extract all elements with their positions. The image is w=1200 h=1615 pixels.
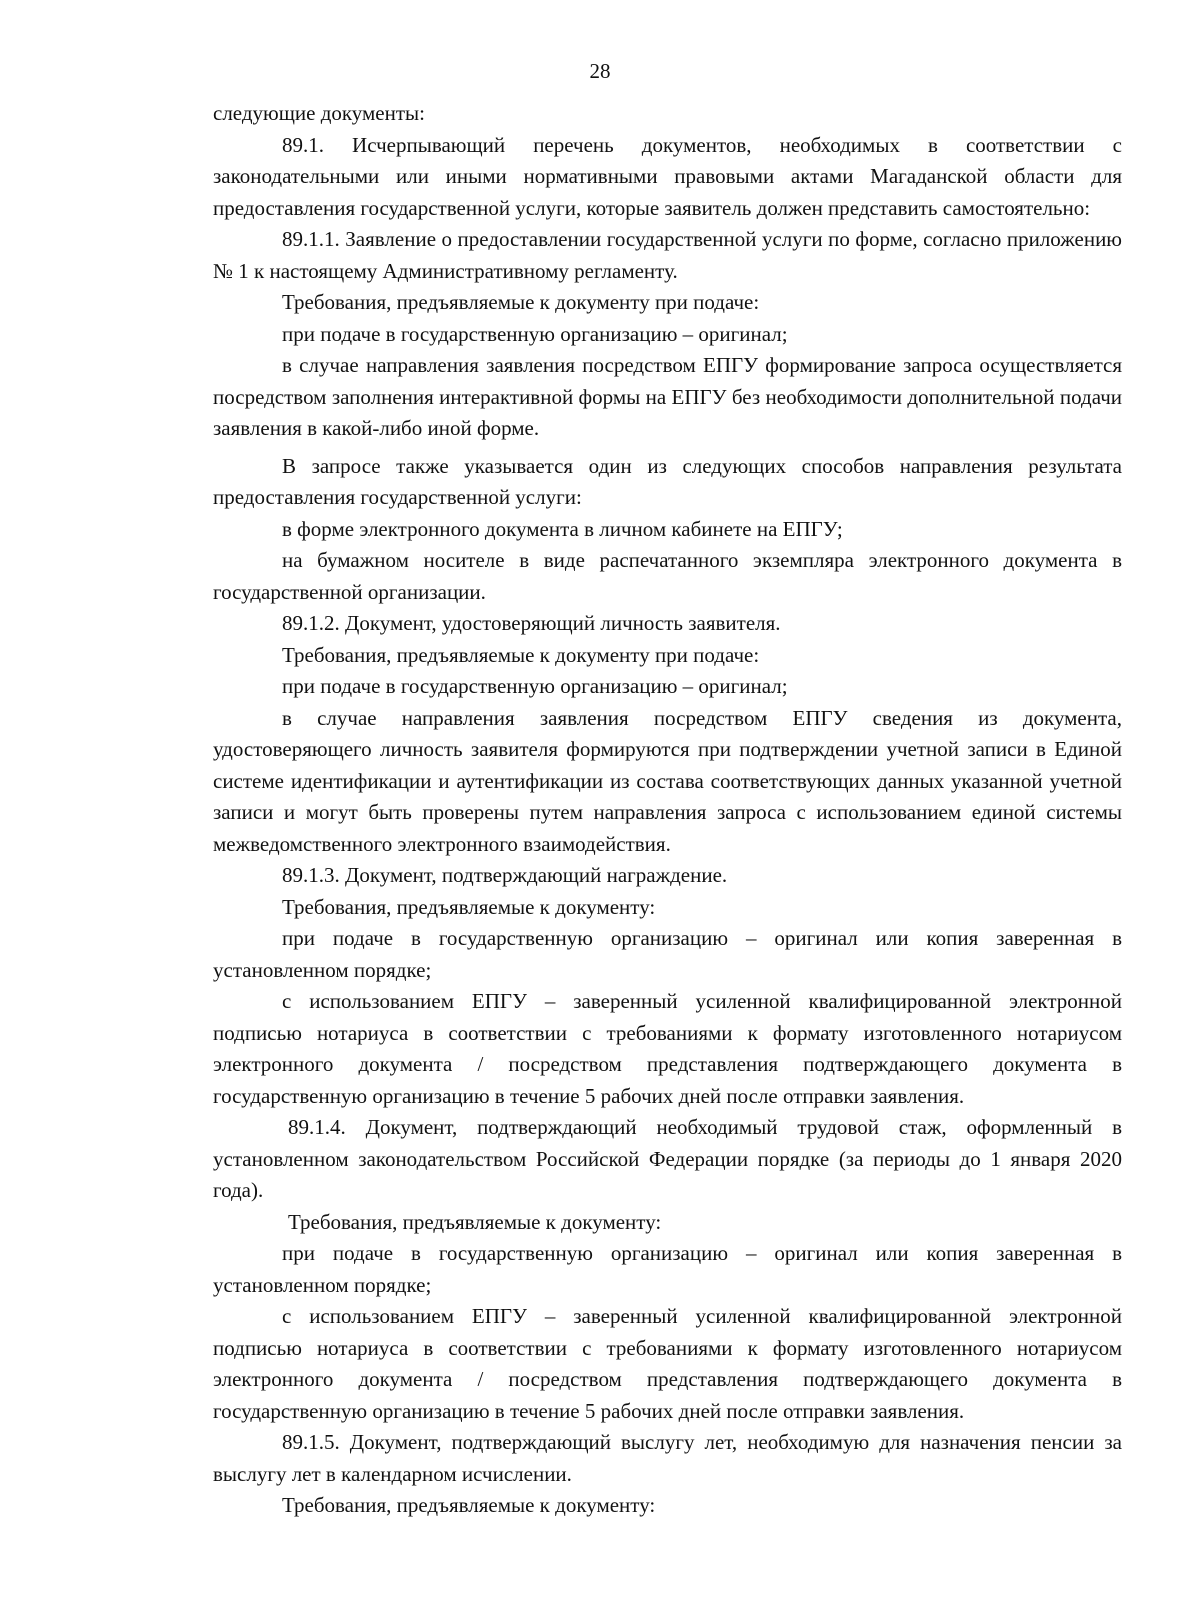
paragraph-89-1-4: 89.1.4. Документ, подтверждающий необходимый трудовой стаж, оформленный в установленном законодательством Российской Федерации порядке (за периоды до 1 января 2020 года).: [213, 1115, 1122, 1202]
paragraph: при подаче в государственную организацию – оригинал или копия заверенная в установленном порядке;: [213, 1241, 1122, 1297]
paragraph: в форме электронного документа в личном кабинете на ЕПГУ;: [282, 516, 843, 541]
paragraph-89-1-3: 89.1.3. Документ, подтверждающий награждение.: [282, 863, 728, 887]
paragraph-89-1: 89.1. Исчерпывающий перечень документов, необходимых в соответствии с законодательными или иными нормативными правовыми актами Магаданской области для предоставления государственной услуги, которые заявитель должен представить самостоятельно:: [213, 132, 1122, 220]
paragraph-89-1-1: 89.1.1. Заявление о предоставлении государственной услуги по форме, согласно приложению № 1 к настоящему Административному регламенту.: [213, 227, 1122, 283]
paragraph: при подаче в государственную организацию – оригинал;: [282, 674, 788, 698]
paragraph: в случае направления заявления посредством ЕПГУ формирование запроса осуществляется посредством заполнения интерактивной формы на ЕПГУ без необходимости дополнительной подачи заявления в какой-либо иной форме.: [213, 353, 1122, 440]
paragraph: Требования, предъявляемые к документу:: [282, 1493, 656, 1517]
paragraph: Требования, предъявляемые к документу:: [282, 894, 656, 919]
paragraph: в случае направления заявления посредством ЕПГУ сведения из документа, удостоверяющего личность заявителя формируются при подтверждении учетной записи в Единой системе идентификации и аутентификации из состава соответствующих данных указанной учетной записи и могут быть проверены путем направления запроса с использованием единой системы межведомственного электронного взаимодействия.: [213, 705, 1122, 856]
paragraph-89-1-5: 89.1.5. Документ, подтверждающий выслугу лет, необходимую для назначения пенсии за выслугу лет в календарном исчислении.: [213, 1430, 1122, 1486]
paragraph: В запросе также указывается один из следующих способов направления результата предоставления государственной услуги:: [213, 453, 1122, 509]
paragraph: с использованием ЕПГУ – заверенный усиленной квалифицированной электронной подписью нотариуса в соответствии с требованиями к формату изготовленного нотариусом электронного документа / посредством представления подтверждающего документа в государственную организацию в течение 5 рабочих дней после отправки заявления.: [213, 1304, 1122, 1423]
paragraph: Требования, предъявляемые к документу при подаче:: [282, 642, 760, 667]
paragraph: с использованием ЕПГУ – заверенный усиленной квалифицированной электронной подписью нотариуса в соответствии с требованиями к формату изготовленного нотариусом электронного документа / посредством представления подтверждающего документа в государственную организацию в течение 5 рабочих дней после отправки заявления.: [213, 989, 1122, 1108]
paragraph: при подаче в государственную организацию – оригинал;: [282, 321, 788, 346]
page-number: 28: [589, 59, 611, 83]
paragraph: следующие документы:: [213, 101, 425, 125]
paragraph: Требования, предъявляемые к документу при подаче:: [282, 290, 760, 314]
paragraph-89-1-2: 89.1.2. Документ, удостоверяющий личность заявителя.: [282, 611, 781, 635]
paragraph: при подаче в государственную организацию – оригинал или копия заверенная в установленном порядке;: [213, 926, 1122, 982]
document-body: [213, 98, 1122, 1522]
paragraph: на бумажном носителе в виде распечатанного экземпляра электронного документа в государственной организации.: [213, 548, 1122, 604]
paragraph: Требования, предъявляемые к документу:: [288, 1209, 662, 1234]
